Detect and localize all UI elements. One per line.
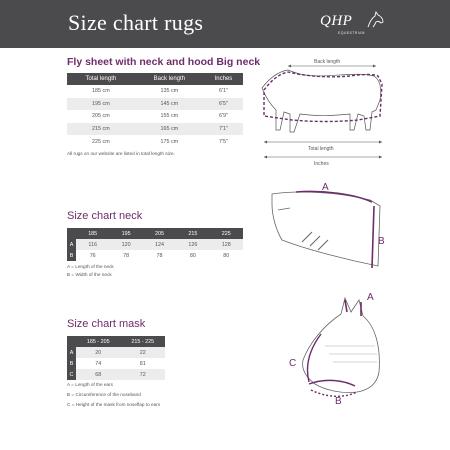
mask-label-b: B bbox=[335, 396, 342, 407]
inches-label: Inches bbox=[314, 161, 329, 167]
column-header: 215 - 225 bbox=[121, 336, 166, 347]
column-header bbox=[67, 336, 76, 347]
table-cell: 78 bbox=[156, 252, 163, 259]
neck-section-title: Size chart neck bbox=[67, 210, 143, 222]
table-row bbox=[67, 85, 243, 98]
column-header: 185 bbox=[76, 228, 109, 239]
table-row bbox=[67, 250, 243, 261]
table-cell: 7'5" bbox=[219, 138, 228, 145]
rugs-section-title: Fly sheet with neck and hood Big neck bbox=[67, 56, 261, 68]
row-header: B bbox=[67, 250, 76, 261]
column-header: 215 bbox=[176, 228, 209, 239]
logo-subtext: EQUESTRIAN bbox=[338, 31, 365, 35]
table-cell: 185 cm bbox=[92, 88, 110, 95]
neck-label-a: A bbox=[322, 182, 329, 193]
table-row bbox=[67, 347, 165, 358]
table-cell: 6'9" bbox=[219, 113, 228, 120]
mask-note-a: A = Length of the ears bbox=[67, 382, 113, 387]
neck-note-a: A = Length of the neck bbox=[67, 264, 114, 269]
column-header: 195 bbox=[109, 228, 142, 239]
table-row bbox=[67, 239, 243, 250]
column-header: 225 bbox=[210, 228, 243, 239]
rug-diagram bbox=[258, 54, 390, 174]
row-header: C bbox=[67, 369, 76, 380]
table-cell: 124 bbox=[143, 239, 176, 250]
logo-text: QHP bbox=[320, 13, 353, 29]
row-header: A bbox=[67, 239, 76, 250]
table-row bbox=[67, 369, 165, 380]
column-header: Total length bbox=[67, 73, 135, 85]
table-cell: 120 bbox=[109, 239, 142, 250]
brand-logo bbox=[320, 13, 400, 39]
table-cell: 6'5" bbox=[204, 98, 243, 111]
table-cell: 155 cm bbox=[160, 113, 179, 120]
page-title: Size chart rugs bbox=[68, 10, 204, 35]
mask-note-b: B = Circumference of the noseband bbox=[67, 392, 141, 397]
horse-head-icon bbox=[364, 9, 386, 31]
table-header-row bbox=[67, 73, 243, 85]
table-cell: 116 bbox=[76, 239, 109, 250]
table-row bbox=[67, 358, 165, 369]
row-header: B bbox=[67, 358, 76, 369]
column-header: 205 bbox=[143, 228, 176, 239]
neck-size-table bbox=[67, 228, 243, 261]
table-cell: 78 bbox=[123, 252, 130, 259]
table-row bbox=[67, 123, 243, 136]
rugs-size-table bbox=[67, 73, 243, 148]
row-header: A bbox=[67, 347, 76, 358]
table-cell: 68 bbox=[76, 369, 121, 380]
mask-section-title: Size chart mask bbox=[67, 318, 146, 330]
table-cell: 80 bbox=[189, 252, 196, 259]
table-cell: 145 cm bbox=[135, 98, 204, 111]
rugs-note: All rugs on our website are listed in total length size. bbox=[67, 151, 175, 156]
table-cell: 215 cm bbox=[67, 123, 135, 136]
table-cell: 205 cm bbox=[92, 113, 110, 120]
neck-note-b: B = Width of the neck bbox=[67, 272, 112, 277]
neck-diagram bbox=[268, 180, 390, 280]
column-header: Inches bbox=[204, 73, 243, 85]
page-header bbox=[0, 0, 450, 48]
mask-note-c: C = Height of the mask from noseflap to ears bbox=[67, 402, 161, 407]
table-cell: 165 cm bbox=[135, 123, 204, 136]
table-cell: 135 cm bbox=[160, 88, 179, 95]
total-length-label: Total length bbox=[308, 146, 334, 152]
table-row bbox=[67, 135, 243, 148]
table-cell: 225 cm bbox=[92, 138, 110, 145]
table-cell: 80 bbox=[223, 252, 230, 259]
table-cell: 20 bbox=[76, 347, 121, 358]
mask-label-a: A bbox=[367, 292, 374, 303]
mask-diagram bbox=[285, 286, 390, 406]
table-row bbox=[67, 98, 243, 111]
table-header-row bbox=[67, 336, 165, 347]
table-cell: 7'1" bbox=[204, 123, 243, 136]
neck-label-b: B bbox=[378, 236, 385, 247]
table-row bbox=[67, 110, 243, 123]
table-cell: 175 cm bbox=[160, 138, 179, 145]
column-header: Back length bbox=[135, 73, 204, 85]
mask-size-table bbox=[67, 336, 165, 380]
table-cell: 76 bbox=[89, 252, 96, 259]
mask-label-c: C bbox=[289, 358, 297, 369]
table-cell: 22 bbox=[121, 347, 166, 358]
table-header-row bbox=[67, 228, 243, 239]
column-header bbox=[67, 228, 76, 239]
table-cell: 126 bbox=[176, 239, 209, 250]
table-cell: 128 bbox=[210, 239, 243, 250]
table-cell: 195 cm bbox=[67, 98, 135, 111]
back-length-label: Back length bbox=[314, 59, 341, 65]
column-header: 185 - 205 bbox=[76, 336, 121, 347]
table-cell: 81 bbox=[139, 360, 146, 367]
table-cell: 74 bbox=[95, 360, 102, 367]
table-cell: 72 bbox=[121, 369, 166, 380]
table-cell: 6'1" bbox=[219, 88, 228, 95]
